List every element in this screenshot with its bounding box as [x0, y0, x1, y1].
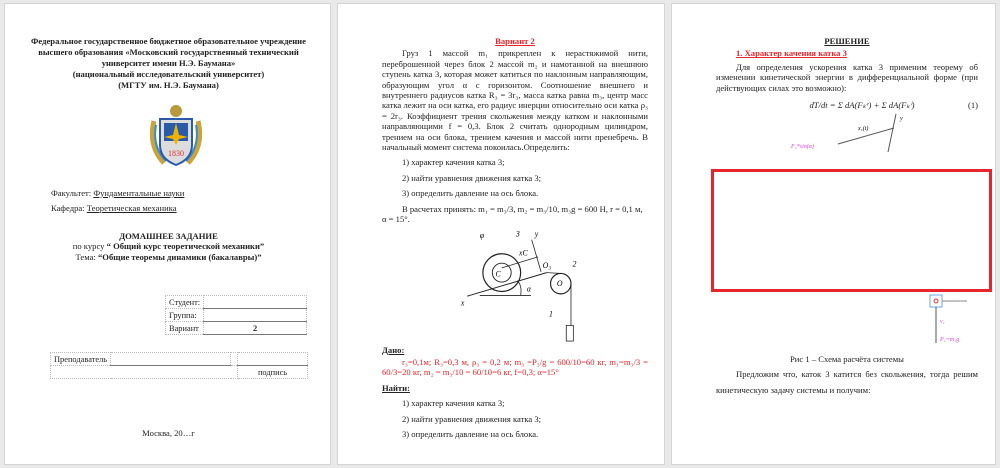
document-title: ДОМАШНЕЕ ЗАДАНИЕ — [119, 231, 218, 241]
faculty-label: Факультет: — [51, 188, 92, 198]
header-line: (МГТУ им. Н.Э. Баумана) — [118, 80, 219, 90]
university-logo — [146, 101, 206, 173]
group-label: Группа: — [166, 309, 204, 322]
teacher-label: Преподаватель — [51, 353, 111, 366]
label-xc: xC — [519, 247, 528, 257]
highlighted-figure-region[interactable] — [711, 169, 992, 292]
solution-content — [716, 36, 978, 152]
header-line: (национальный исследовательский университет) — [72, 69, 265, 79]
student-label: Студент: — [166, 296, 204, 309]
fig-label-force: F₃*sin(α) — [791, 144, 814, 151]
find-label: Найти: — [382, 382, 410, 393]
course-value: “ Общий курс теоретической механики” — [106, 241, 265, 252]
label-block-2: 2 — [572, 258, 577, 268]
variant-value[interactable]: 2 — [204, 322, 307, 335]
find-item: 3) определить давление на ось блока. — [402, 428, 539, 439]
fig-label-y: y — [900, 116, 903, 123]
formula-number: (1) — [967, 100, 978, 111]
topic-prefix: Тема: — [75, 251, 96, 262]
fig-label-xc: x꜀(t) — [858, 126, 869, 133]
signature-label: подпись — [238, 366, 308, 379]
figure-top-part — [786, 112, 936, 152]
header-line: Федеральное государственное бюджетное образовательное учреждение — [31, 36, 306, 46]
student-info-table — [165, 295, 307, 335]
label-body-3: 3 — [515, 228, 520, 238]
faculty-line — [51, 188, 184, 198]
label-load-1: 1 — [548, 309, 553, 319]
label-y-axis: y — [534, 228, 539, 238]
task-item: 1) характер качения катка 3; — [402, 157, 505, 168]
faculty-value: Фундаментальные науки — [93, 188, 185, 198]
label-alpha: α — [526, 284, 532, 294]
label-o3: O₃ — [542, 260, 552, 270]
section-heading: 1. Характер качения катка 3 — [736, 48, 847, 59]
page-1-title-page — [4, 3, 331, 465]
find-item: 1) характер качения катка 3; — [402, 398, 505, 409]
topic-value: “Общие теоремы динамики (бакалавры)” — [97, 251, 262, 262]
figure-caption: Рис 1 – Схема расчёта системы — [790, 354, 904, 364]
label-x-axis: x — [460, 298, 465, 308]
solution-paragraph-2: Предложим что, каток 3 катится без скольжения, тогда решим кинетическую задачу системы и получим: — [716, 369, 978, 396]
solution-title: РЕШЕНИЕ — [824, 36, 870, 46]
teacher-table — [50, 352, 308, 379]
department-line — [51, 203, 177, 213]
variant-label: Вариант — [166, 322, 204, 335]
task-item: 3) определить давление на ось блока. — [402, 188, 539, 199]
find-item: 2) найти уравнения движения катка 3; — [402, 413, 542, 424]
figure-bottom-part — [912, 293, 972, 351]
signature-field[interactable] — [238, 353, 308, 366]
course-prefix: по курсу — [72, 241, 105, 252]
department-label: Кафедра: — [51, 203, 85, 213]
task-item: 2) найти уравнения движения катка 3; — [402, 172, 542, 183]
fig-label-v1: v₁ — [940, 319, 945, 325]
label-o: O — [556, 278, 563, 288]
caption-and-text — [716, 354, 978, 398]
department-value: Теоретическая механика — [86, 203, 177, 213]
label-c: C — [495, 269, 501, 279]
formula-row — [716, 100, 978, 110]
logo-year: 1830 — [168, 149, 184, 158]
assignment-block — [5, 231, 331, 262]
variant-title: Вариант 2 — [495, 36, 535, 46]
mechanism-diagram — [438, 227, 608, 345]
page-3-solution — [671, 3, 996, 465]
given-text: r₃=0,1м; R₃=0,3 м, ρ₃ = 0,2 м; m₃ =P₃/g = 600/10=60 кг, m₁=m₃/3 = 60/3=20 кг, m₂ = m₃/10 = 60/10=6 кг, f=0,3; α=15° — [382, 356, 648, 378]
given-values-line: В расчетах принять: m₁ = m₃/3, m₂ = m₃/10, m₃g = 600 H, r = 0,1 м, α = 15°. — [382, 203, 643, 225]
given-label: Дано: — [382, 344, 405, 355]
solution-paragraph: Для определения ускорения катка 3 применим теорему об изменении кинетической энергии в дифференциальной форме (при действующих силах это возможно): — [716, 61, 978, 93]
footer-city-year: Москва, 20…г — [142, 428, 195, 438]
task-paragraph: Груз 1 массой m₁ прикреплен к нерастяжимой нити, переброшенной через блок 2 массой m₂ и намотанной на внешнюю ступень катка 3, которая может катиться по наклонным направляющим, образующим угол α с горизонтом. Соотношение внешнего и внутреннего радиусов катка R₃ = 3r₃, масса катка равна m₃, центр масс катка лежит на оси катка, его радиус инерции относительно оси катка ρ₃ = 2r₃. Коэффициент трения скольжения между катком и наклонными направляющими f = 0,3. Блок 2 считать однородным цилиндром, трением на оси блока, трением качения и массой нити пренебречь. В начальный момент система покоилась.Определить: — [382, 48, 648, 153]
energy-theorem-formula: dT/dt = Σ dA(Fₖᵉ) + Σ dA(Fₖⁱ) — [809, 100, 915, 111]
page-2-task — [337, 3, 665, 465]
group-field[interactable] — [204, 309, 307, 322]
student-field[interactable] — [204, 296, 307, 309]
fig-label-p1: P₁=m₁g — [940, 337, 960, 343]
university-header — [5, 36, 331, 91]
header-line: университет имени Н.Э. Баумана» — [101, 58, 236, 68]
header-line: высшего образования «Московский государственный технический — [38, 47, 299, 57]
task-content — [382, 36, 648, 439]
teacher-name-field[interactable] — [111, 353, 231, 366]
label-phi: φ — [479, 230, 485, 240]
